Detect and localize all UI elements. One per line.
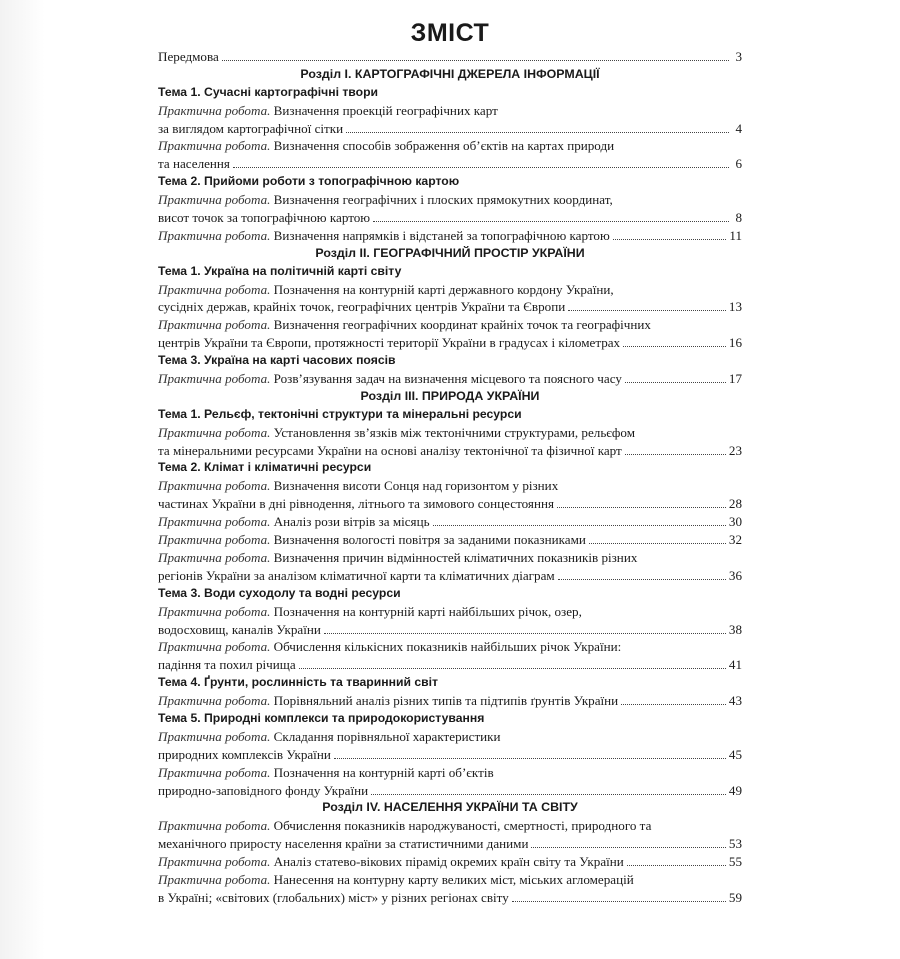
dot-leader <box>613 227 727 240</box>
page-number: 16 <box>728 335 742 351</box>
dot-leader <box>233 155 729 168</box>
page-number: 30 <box>728 514 742 530</box>
section-heading: Розділ І. КАРТОГРАФІЧНІ ДЖЕРЕЛА ІНФОРМАЦІЇ <box>300 66 600 81</box>
practical-work-line: Практична робота. Позначення на контурній карті об’єктів <box>158 764 494 780</box>
toc-entry-text: за виглядом картографічної сітки <box>158 120 344 136</box>
dot-leader <box>433 513 726 526</box>
practical-work-label: Практична робота. <box>158 639 271 655</box>
toc-entry-text: природно-заповідного фонду України <box>158 782 369 798</box>
toc-entry[interactable] <box>158 567 742 585</box>
toc-entry[interactable] <box>158 209 742 227</box>
toc-entry-text: падіння та похил річища <box>158 657 296 673</box>
page-edge-shadow <box>0 0 45 959</box>
toc-entry[interactable] <box>158 531 742 549</box>
practical-work-label: Практична робота. <box>158 854 271 870</box>
toc-entry-text: природних комплексів України <box>158 746 331 762</box>
toc-entry[interactable] <box>158 120 742 138</box>
practical-work-label: Практична робота. <box>158 281 271 297</box>
practical-work-line: Практична робота. Визначення географічних координат крайніх точок та географічних <box>158 317 651 333</box>
dot-leader <box>568 298 726 311</box>
toc-entry-text: механічного приросту населення країни за статистичними даними <box>158 836 529 852</box>
topic-heading: Тема 1. Рельєф, тектонічні структури та мінеральні ресурси <box>158 406 522 421</box>
toc-entry[interactable] <box>158 621 742 639</box>
toc-page <box>158 18 742 907</box>
practical-work-label: Практична робота. <box>158 728 271 744</box>
dot-leader <box>222 48 729 61</box>
practical-work-label: Практична робота. <box>158 764 271 780</box>
toc-entry[interactable] <box>158 48 742 66</box>
page-number: 4 <box>735 120 742 136</box>
practical-work-line: Практична робота. Визначення висоти Сонця над горизонтом у різних <box>158 478 559 494</box>
toc-entry[interactable] <box>158 442 742 460</box>
toc-entry-text: Передмова <box>158 49 219 64</box>
section-heading: Розділ ІІІ. ПРИРОДА УКРАЇНИ <box>360 388 540 403</box>
practical-work-line: Практична робота. Складання порівняльної характеристики <box>158 728 501 744</box>
dot-leader <box>373 209 729 222</box>
page-number: 43 <box>728 693 742 709</box>
toc-entry[interactable] <box>158 835 742 853</box>
page-number: 49 <box>728 782 742 798</box>
toc-entry-text: регіонів України за аналізом кліматичної карти та кліматичних діаграм <box>158 567 555 583</box>
page-number: 8 <box>735 210 742 226</box>
page-number: 13 <box>728 299 742 315</box>
topic-heading: Тема 3. Україна на карті часових поясів <box>158 353 396 368</box>
dot-leader <box>334 746 726 759</box>
practical-work-label: Практична робота. <box>158 227 271 243</box>
page-number: 3 <box>735 49 742 64</box>
page-number: 32 <box>728 532 742 548</box>
dot-leader <box>627 853 726 866</box>
toc-entry-text: Практична робота. Порівняльний аналіз різних типів та підтипів ґрунтів України <box>158 693 619 709</box>
toc-entry[interactable] <box>158 370 742 388</box>
practical-work-label: Практична робота. <box>158 424 271 440</box>
dot-leader <box>558 567 726 580</box>
toc-entry-text: та мінеральними ресурсами України на основі аналізу тектонічної та фізичної карт <box>158 442 622 458</box>
dot-leader <box>621 692 726 705</box>
toc-entry[interactable] <box>158 334 742 352</box>
toc-entry[interactable] <box>158 155 742 173</box>
topic-heading: Тема 3. Води суходолу та водні ресурси <box>158 585 401 600</box>
topic-heading: Тема 1. Україна на політичній карті світу <box>158 263 402 278</box>
toc-entry-text: та населення <box>158 156 230 172</box>
practical-work-label: Практична робота. <box>158 549 271 565</box>
dot-leader <box>557 495 726 508</box>
toc-entry-text: Практична робота. Визначення вологості повітря за заданими показниками <box>158 532 586 548</box>
toc-entry[interactable] <box>158 692 742 710</box>
toc-entry-text: Практична робота. Розв’язування задач на визначення місцевого та поясного часу <box>158 371 622 387</box>
toc-entry[interactable] <box>158 227 742 245</box>
practical-work-label: Практична робота. <box>158 603 271 619</box>
page-number: 55 <box>728 854 742 870</box>
toc-entry[interactable] <box>158 656 742 674</box>
page-number: 36 <box>728 567 742 583</box>
practical-work-line: Практична робота. Позначення на контурній карті найбільших річок, озер, <box>158 603 582 619</box>
topic-heading: Тема 5. Природні комплекси та природокористування <box>158 710 485 725</box>
page-number: 59 <box>728 889 742 905</box>
practical-work-label: Практична робота. <box>158 371 271 387</box>
dot-leader <box>625 442 726 455</box>
practical-work-line: Практична робота. Визначення географічних і плоских прямокутних координат, <box>158 192 613 208</box>
dot-leader <box>299 656 726 669</box>
practical-work-label: Практична робота. <box>158 514 271 530</box>
practical-work-line: Практична робота. Обчислення кількісних показників найбільших річок України: <box>158 639 622 655</box>
practical-work-line: Практична робота. Позначення на контурній карті державного кордону України, <box>158 281 614 297</box>
page-number: 11 <box>729 227 742 243</box>
page-number: 17 <box>728 371 742 387</box>
topic-heading: Тема 4. Ґрунти, рослинність та тваринний світ <box>158 675 438 690</box>
toc-entry[interactable] <box>158 513 742 531</box>
toc-entry[interactable] <box>158 853 742 871</box>
toc-entry[interactable] <box>158 495 742 513</box>
toc-entry[interactable] <box>158 889 742 907</box>
toc-entry-text: висот точок за топографічною картою <box>158 210 371 226</box>
topic-heading: Тема 2. Прийоми роботи з топографічною картою <box>158 174 460 189</box>
page-number: 53 <box>728 836 742 852</box>
toc-entry-text: Практична робота. Аналіз статево-вікових пірамід окремих країн світу та України <box>158 854 624 870</box>
topic-heading: Тема 2. Клімат і кліматичні ресурси <box>158 460 372 475</box>
dot-leader <box>346 120 729 133</box>
dot-leader <box>512 889 726 902</box>
toc-list <box>158 48 742 907</box>
page-number: 45 <box>728 746 742 762</box>
dot-leader <box>589 531 726 544</box>
toc-entry-text: Практична робота. Визначення напрямків і відстаней за топографічною картою <box>158 227 610 243</box>
page-number: 38 <box>728 621 742 637</box>
dot-leader <box>371 782 726 795</box>
practical-work-line: Практична робота. Визначення проекцій географічних карт <box>158 102 498 118</box>
page-title: ЗМІСТ <box>410 19 490 47</box>
toc-entry-text: сусідніх держав, крайніх точок, географічних центрів України та Європи <box>158 299 566 315</box>
practical-work-label: Практична робота. <box>158 532 271 548</box>
practical-work-line: Практична робота. Визначення причин відмінностей кліматичних показників різних <box>158 549 638 565</box>
toc-entry-text: центрів України та Європи, протяжності території України в градусах і кілометрах <box>158 335 621 351</box>
page-number: 23 <box>728 442 742 458</box>
practical-work-line: Практична робота. Установлення зв’язків між тектонічними структурами, рельєфом <box>158 424 635 440</box>
practical-work-label: Практична робота. <box>158 317 271 333</box>
practical-work-label: Практична робота. <box>158 871 271 887</box>
toc-entry-text: в Україні; «світових (глобальних) міст» у різних регіонах світу <box>158 889 509 905</box>
page-number: 41 <box>728 657 742 673</box>
practical-work-label: Практична робота. <box>158 693 271 709</box>
practical-work-label: Практична робота. <box>158 102 271 118</box>
toc-entry-text: частинах України в дні рівнодення, літнього та зимового сонцестояння <box>158 496 554 512</box>
dot-leader <box>625 370 726 383</box>
practical-work-line: Практична робота. Визначення способів зображення об’єктів на картах природи <box>158 138 615 154</box>
page-number: 28 <box>728 496 742 512</box>
practical-work-label: Практична робота. <box>158 478 271 494</box>
toc-entry[interactable] <box>158 782 742 800</box>
practical-work-label: Практична робота. <box>158 192 271 208</box>
toc-entry-text: водосховищ, каналів України <box>158 621 321 637</box>
dot-leader <box>531 835 725 848</box>
practical-work-label: Практична робота. <box>158 138 271 154</box>
dot-leader <box>324 621 726 634</box>
page-number: 6 <box>735 156 742 172</box>
topic-heading: Тема 1. Сучасні картографічні твори <box>158 84 379 99</box>
toc-entry[interactable] <box>158 746 742 764</box>
practical-work-line: Практична робота. Обчислення показників народжуваності, смертності, природного та <box>158 818 652 834</box>
dot-leader <box>623 334 726 347</box>
practical-work-line: Практична робота. Нанесення на контурну карту великих міст, міських агломерацій <box>158 871 634 887</box>
section-heading: Розділ IV. НАСЕЛЕННЯ УКРАЇНИ ТА СВІТУ <box>322 800 578 815</box>
toc-entry-text: Практична робота. Аналіз рози вітрів за місяць <box>158 514 430 530</box>
practical-work-label: Практична робота. <box>158 818 271 834</box>
section-heading: Розділ ІІ. ГЕОГРАФІЧНИЙ ПРОСТІР УКРАЇНИ <box>315 245 585 260</box>
toc-entry[interactable] <box>158 298 742 316</box>
